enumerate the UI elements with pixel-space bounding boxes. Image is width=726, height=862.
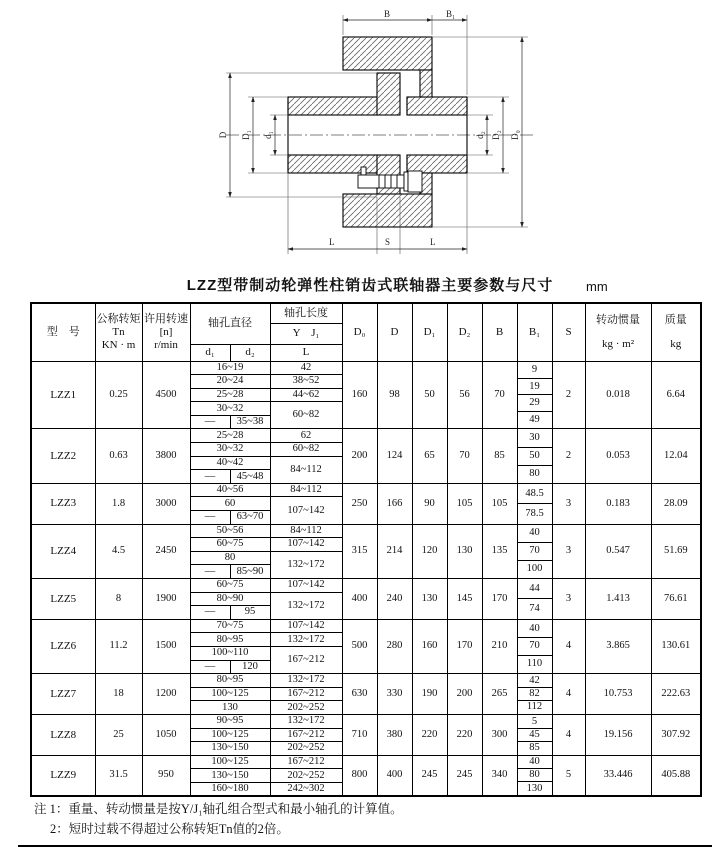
D0-cell: 400 <box>342 579 377 620</box>
footnotes <box>34 799 403 839</box>
header-L: L <box>270 344 342 361</box>
torque-cell: 11.2 <box>95 619 142 673</box>
inertia-cell: 0.183 <box>585 483 651 524</box>
torque-cell: 8 <box>95 579 142 620</box>
dim-label-D0: D₀ <box>510 130 520 140</box>
B1-value-cell: 45 <box>518 729 552 742</box>
coupling-section-drawing <box>198 2 538 272</box>
header-inertia: 转动惯量 kg · m² <box>585 303 651 361</box>
D-cell: 240 <box>377 579 412 620</box>
D0-cell: 160 <box>342 361 377 429</box>
D0-cell: 710 <box>342 714 377 755</box>
table-row <box>31 619 701 633</box>
speed-cell: 1200 <box>142 674 190 715</box>
B1-value-cell: 49 <box>529 414 540 426</box>
B-cell: 300 <box>482 714 517 755</box>
B-cell: 170 <box>482 579 517 620</box>
model-cell: LZZ5 <box>31 579 95 620</box>
bore-length-cell: 167~212 <box>270 728 342 742</box>
page-title: LZZ型带制动轮弹性柱销齿式联轴器主要参数与尺寸 <box>186 277 554 294</box>
bore-diameter-cell: 100~110 <box>190 646 270 660</box>
bore-d1-cell: — <box>190 565 230 579</box>
header-d2: d₂ <box>230 344 270 361</box>
B1-value-cell: 78.5 <box>525 507 544 519</box>
header-d1: d₁ <box>190 344 230 361</box>
B1-cell <box>517 619 552 673</box>
bore-diameter-cell: 30~32 <box>190 443 270 457</box>
bore-d2-cell: 120 <box>230 660 270 674</box>
S-cell: 3 <box>552 579 585 620</box>
torque-cell: 0.25 <box>95 361 142 429</box>
speed-cell: 950 <box>142 755 190 796</box>
table-row <box>31 361 701 375</box>
B1-cell <box>517 579 552 620</box>
bore-length-cell: 132~172 <box>270 551 342 578</box>
bore-length-cell: 38~52 <box>270 375 342 389</box>
speed-cell: 1900 <box>142 579 190 620</box>
table-row <box>31 674 701 688</box>
D0-cell: 200 <box>342 429 377 483</box>
bore-length-cell: 84~112 <box>270 483 342 497</box>
D2-cell: 200 <box>447 674 482 715</box>
D2-cell: 145 <box>447 579 482 620</box>
D-cell: 330 <box>377 674 412 715</box>
B1-value-cell: 80 <box>529 467 540 479</box>
D0-cell: 500 <box>342 619 377 673</box>
B1-value-cell: 9 <box>518 362 552 379</box>
model-cell: LZZ8 <box>31 714 95 755</box>
B-cell: 135 <box>482 524 517 578</box>
D1-cell: 190 <box>412 674 447 715</box>
bore-d1-cell: — <box>190 606 230 620</box>
bore-length-cell: 84~112 <box>270 456 342 483</box>
inertia-cell: 33.446 <box>585 755 651 796</box>
left-hub-top <box>288 97 378 115</box>
inertia-cell: 3.865 <box>585 619 651 673</box>
B1-value-cell: 130 <box>526 782 543 794</box>
footnote-1: 注 1：重量、转动惯量是按Y/J₁轴孔组合型式和最小轴孔的计算值。 <box>34 802 403 816</box>
dim-label-L-left: L <box>329 237 335 247</box>
bore-d1-cell: — <box>190 511 230 525</box>
B1-value-cell: 70 <box>518 543 552 561</box>
B1-value-cell: 82 <box>518 688 552 701</box>
dim-label-B1: B₁ <box>446 9 456 19</box>
torque-cell: 18 <box>95 674 142 715</box>
mass-cell: 28.09 <box>651 483 701 524</box>
header-D0: D₀ <box>342 303 377 361</box>
bore-d2-cell: 45~48 <box>230 470 270 484</box>
speed-cell: 1500 <box>142 619 190 673</box>
B1-value-cell: 40 <box>518 756 552 769</box>
inertia-cell: 19.156 <box>585 714 651 755</box>
bore-length-cell: 107~142 <box>270 619 342 633</box>
bore-length-cell: 107~142 <box>270 497 342 524</box>
B1-cell <box>517 755 552 796</box>
inertia-cell: 1.413 <box>585 579 651 620</box>
B1-value-cell: 70 <box>518 638 552 656</box>
table-row <box>31 524 701 538</box>
bore-length-cell: 202~252 <box>270 701 342 715</box>
bore-diameter-cell: 90~95 <box>190 714 270 728</box>
S-cell: 3 <box>552 483 585 524</box>
B1-cell <box>517 714 552 755</box>
speed-cell: 3000 <box>142 483 190 524</box>
header-D: D <box>377 303 412 361</box>
D2-cell: 70 <box>447 429 482 483</box>
D-cell: 166 <box>377 483 412 524</box>
dim-label-d1: d₁ <box>263 131 273 139</box>
mass-cell: 405.88 <box>651 755 701 796</box>
bore-length-cell: 167~212 <box>270 687 342 701</box>
D-cell: 400 <box>377 755 412 796</box>
D1-cell: 65 <box>412 429 447 483</box>
mass-cell: 130.61 <box>651 619 701 673</box>
bore-length-cell: 167~212 <box>270 646 342 673</box>
bore-diameter-cell: 130 <box>190 701 270 715</box>
bore-diameter-cell: 80~95 <box>190 633 270 647</box>
bore-length-cell: 60~82 <box>270 402 342 429</box>
torque-cell: 4.5 <box>95 524 142 578</box>
bore-diameter-cell: 130~150 <box>190 769 270 783</box>
speed-cell: 4500 <box>142 361 190 429</box>
header-YJ1: Y J₁ <box>270 323 342 344</box>
bore-length-cell: 202~252 <box>270 742 342 756</box>
bore-diameter-cell: 30~32 <box>190 402 270 416</box>
bore-length-cell: 132~172 <box>270 674 342 688</box>
D2-cell: 105 <box>447 483 482 524</box>
model-cell: LZZ9 <box>31 755 95 796</box>
bore-diameter-cell: 60~75 <box>190 538 270 552</box>
header-B: B <box>482 303 517 361</box>
torque-cell: 1.8 <box>95 483 142 524</box>
bore-diameter-cell: 40~56 <box>190 483 270 497</box>
model-cell: LZZ1 <box>31 361 95 429</box>
header-B1: B₁ <box>517 303 552 361</box>
bore-diameter-cell: 70~75 <box>190 619 270 633</box>
model-cell: LZZ2 <box>31 429 95 483</box>
speed-cell: 1050 <box>142 714 190 755</box>
bore-d1-cell: — <box>190 415 230 429</box>
B1-cell <box>517 361 552 429</box>
D1-cell: 120 <box>412 524 447 578</box>
bottom-rule <box>18 845 712 847</box>
bore-length-cell: 60~82 <box>270 443 342 457</box>
bore-diameter-cell: 100~125 <box>190 728 270 742</box>
B1-cell <box>517 429 552 483</box>
bore-length-cell: 132~172 <box>270 633 342 647</box>
table-row <box>31 579 701 593</box>
D-cell: 380 <box>377 714 412 755</box>
brake-rim-bottom <box>343 194 432 227</box>
bore-d2-cell: 85~90 <box>230 565 270 579</box>
B1-value-cell: 48.5 <box>518 484 552 504</box>
D-cell: 214 <box>377 524 412 578</box>
right-hub-top <box>407 97 467 115</box>
model-cell: LZZ7 <box>31 674 95 715</box>
S-cell: 4 <box>552 619 585 673</box>
torque-cell: 0.63 <box>95 429 142 483</box>
table-row <box>31 714 701 728</box>
D-cell: 280 <box>377 619 412 673</box>
B1-value-cell: 80 <box>518 769 552 782</box>
S-cell: 3 <box>552 524 585 578</box>
bore-length-cell: 202~252 <box>270 769 342 783</box>
header-bore-length: 轴孔长度 <box>270 303 342 323</box>
B1-value-cell: 74 <box>529 602 540 614</box>
D0-cell: 250 <box>342 483 377 524</box>
D1-cell: 220 <box>412 714 447 755</box>
bore-diameter-cell: 160~180 <box>190 782 270 796</box>
D2-cell: 130 <box>447 524 482 578</box>
header-D1: D₁ <box>412 303 447 361</box>
bore-length-cell: 167~212 <box>270 755 342 769</box>
B-cell: 70 <box>482 361 517 429</box>
B1-value-cell: 100 <box>526 563 543 575</box>
bore-length-cell: 242~302 <box>270 782 342 796</box>
model-cell: LZZ6 <box>31 619 95 673</box>
dim-label-S: S <box>385 237 391 247</box>
D0-cell: 315 <box>342 524 377 578</box>
B1-value-cell: 85 <box>529 742 540 754</box>
bore-diameter-cell: 16~19 <box>190 361 270 375</box>
B1-cell <box>517 674 552 715</box>
bore-diameter-cell: 80 <box>190 551 270 565</box>
S-cell: 2 <box>552 361 585 429</box>
bore-diameter-cell: 60 <box>190 497 270 511</box>
dim-label-d2: d₂ <box>475 131 485 139</box>
D1-cell: 130 <box>412 579 447 620</box>
bore-length-cell: 107~142 <box>270 579 342 593</box>
torque-cell: 25 <box>95 714 142 755</box>
B-cell: 85 <box>482 429 517 483</box>
B-cell: 340 <box>482 755 517 796</box>
speed-cell: 2450 <box>142 524 190 578</box>
bore-d2-cell: 35~38 <box>230 415 270 429</box>
B1-value-cell: 50 <box>518 448 552 466</box>
B-cell: 265 <box>482 674 517 715</box>
bore-diameter-cell: 20~24 <box>190 375 270 389</box>
header-S: S <box>552 303 585 361</box>
parameter-table-wrapper <box>30 302 702 797</box>
speed-cell: 3800 <box>142 429 190 483</box>
model-cell: LZZ4 <box>31 524 95 578</box>
B1-value-cell: 29 <box>518 395 552 412</box>
bore-diameter-cell: 25~28 <box>190 429 270 443</box>
bore-length-cell: 62 <box>270 429 342 443</box>
D1-cell: 90 <box>412 483 447 524</box>
torque-cell: 31.5 <box>95 755 142 796</box>
S-cell: 5 <box>552 755 585 796</box>
header-mass: 质量 kg <box>651 303 701 361</box>
D-cell: 98 <box>377 361 412 429</box>
bore-length-cell: 42 <box>270 361 342 375</box>
B1-value-cell: 5 <box>518 715 552 728</box>
B1-value-cell: 42 <box>518 675 552 688</box>
table-row <box>31 429 701 443</box>
flange-top <box>377 73 400 115</box>
B1-value-cell: 110 <box>526 658 543 670</box>
D2-cell: 245 <box>447 755 482 796</box>
mass-cell: 12.04 <box>651 429 701 483</box>
B1-cell <box>517 524 552 578</box>
B1-value-cell: 40 <box>518 525 552 543</box>
parameter-table <box>30 302 702 797</box>
D0-cell: 630 <box>342 674 377 715</box>
D1-cell: 160 <box>412 619 447 673</box>
header-speed: 许用转速 [n] r/min <box>142 303 190 361</box>
D-cell: 124 <box>377 429 412 483</box>
model-cell: LZZ3 <box>31 483 95 524</box>
brake-rim-top <box>343 37 432 70</box>
table-row <box>31 483 701 497</box>
B1-value-cell: 19 <box>518 379 552 396</box>
dim-label-D2: D₂ <box>491 130 501 140</box>
header-bore-diameter: 轴孔直径 <box>190 303 270 344</box>
D1-cell: 245 <box>412 755 447 796</box>
B-cell: 210 <box>482 619 517 673</box>
bore-diameter-cell: 100~125 <box>190 755 270 769</box>
bore-d1-cell: — <box>190 470 230 484</box>
D2-cell: 220 <box>447 714 482 755</box>
bore-diameter-cell: 130~150 <box>190 742 270 756</box>
bore-length-cell: 132~172 <box>270 592 342 619</box>
table-row <box>31 755 701 769</box>
mass-cell: 222.63 <box>651 674 701 715</box>
header-torque: 公称转矩 Tn KN · m <box>95 303 142 361</box>
bore-diameter-cell: 50~56 <box>190 524 270 538</box>
mass-cell: 307.92 <box>651 714 701 755</box>
bore-length-cell: 107~142 <box>270 538 342 552</box>
B1-value-cell: 44 <box>518 579 552 599</box>
S-cell: 4 <box>552 674 585 715</box>
D1-cell: 50 <box>412 361 447 429</box>
inertia-cell: 0.053 <box>585 429 651 483</box>
D2-cell: 56 <box>447 361 482 429</box>
B1-value-cell: 30 <box>518 430 552 448</box>
bore-diameter-cell: 100~125 <box>190 687 270 701</box>
bore-diameter-cell: 60~75 <box>190 579 270 593</box>
bore-diameter-cell: 80~90 <box>190 592 270 606</box>
bore-diameter-cell: 80~95 <box>190 674 270 688</box>
unit-label: mm <box>586 279 608 294</box>
bore-diameter-cell: 25~28 <box>190 388 270 402</box>
D0-cell: 800 <box>342 755 377 796</box>
D2-cell: 170 <box>447 619 482 673</box>
bore-d1-cell: — <box>190 660 230 674</box>
dim-label-L-right: L <box>430 237 436 247</box>
dim-label-D1: D₁ <box>241 130 251 140</box>
header-D2: D₂ <box>447 303 482 361</box>
footnote-2: 2：短时过载不得超过公称转矩Tn值的2倍。 <box>50 822 289 836</box>
bore-length-cell: 132~172 <box>270 714 342 728</box>
bore-diameter-cell: 40~42 <box>190 456 270 470</box>
B1-value-cell: 112 <box>526 701 543 713</box>
S-cell: 2 <box>552 429 585 483</box>
header-model: 型 号 <box>31 303 95 361</box>
mass-cell: 76.61 <box>651 579 701 620</box>
B-cell: 105 <box>482 483 517 524</box>
right-hub-bottom <box>407 155 467 173</box>
bore-d2-cell: 95 <box>230 606 270 620</box>
B1-value-cell: 40 <box>518 620 552 638</box>
dim-label-D: D <box>218 131 228 139</box>
dim-label-B: B <box>384 9 391 19</box>
inertia-cell: 0.018 <box>585 361 651 429</box>
bore-length-cell: 84~112 <box>270 524 342 538</box>
brake-web-top <box>420 70 432 97</box>
mass-cell: 51.69 <box>651 524 701 578</box>
inertia-cell: 0.547 <box>585 524 651 578</box>
S-cell: 4 <box>552 714 585 755</box>
inertia-cell: 10.753 <box>585 674 651 715</box>
mass-cell: 6.64 <box>651 361 701 429</box>
bore-length-cell: 44~62 <box>270 388 342 402</box>
B1-cell <box>517 483 552 524</box>
bore-d2-cell: 63~70 <box>230 511 270 525</box>
